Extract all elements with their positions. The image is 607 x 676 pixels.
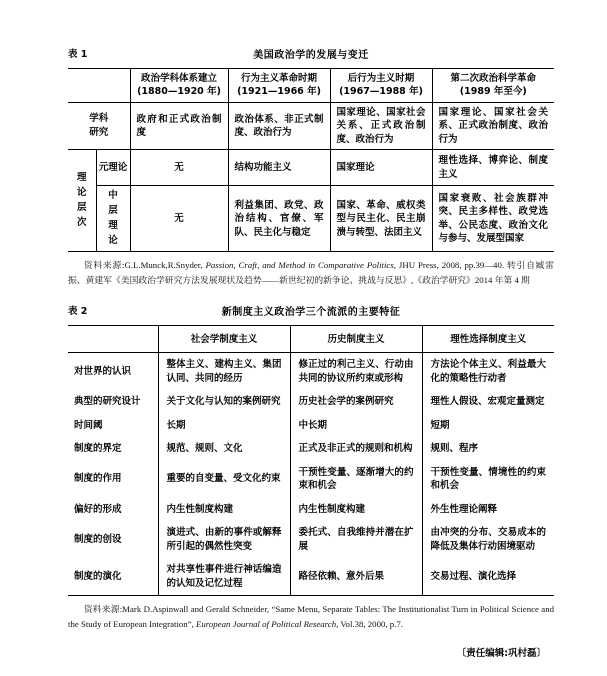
table-cell: 内生性制度构建 bbox=[158, 498, 290, 521]
table1-header-col4: 第二次政治科学革命 (1989 年至今) bbox=[432, 69, 554, 103]
table-cell: 理性人假设、宏观定量测定 bbox=[422, 390, 554, 413]
table2-header-historical: 历史制度主义 bbox=[290, 326, 422, 353]
table-cell: 长期 bbox=[158, 414, 290, 437]
table1-label: 表 1 bbox=[68, 49, 88, 60]
row-label: 制度的演化 bbox=[74, 570, 122, 582]
table1-header-col1: 政治学科体系建立 (1880—1920 年) bbox=[130, 69, 228, 103]
row-label: 时间阈 bbox=[74, 419, 103, 431]
table-cell: 干预性变量、逐渐增大的约束和机会 bbox=[290, 461, 422, 498]
table2-title: 新制度主义政治学三个流派的主要特征 bbox=[221, 307, 401, 319]
row-label-metatheory: 元理论 bbox=[96, 150, 130, 186]
table-cell: 正式及非正式的规则和机构 bbox=[290, 437, 422, 460]
table-cell: 国家理论、国家社会关系、正式政治制度、政治行为 bbox=[432, 102, 554, 149]
table1-header-col3: 后行为主义时期 (1967—1988 年) bbox=[330, 69, 432, 103]
table1-header-row bbox=[68, 69, 554, 103]
page-content bbox=[68, 46, 554, 659]
table2-header-empty-cell bbox=[68, 326, 158, 353]
table-cell: 结构功能主义 bbox=[228, 150, 330, 186]
row-label: 制度的界定 bbox=[74, 443, 122, 455]
table-cell: 利益集团、政党、政治结构、官僚、军队、民主化与稳定 bbox=[228, 186, 330, 252]
row-label-discipline: 学科研究 bbox=[68, 102, 130, 149]
table1-row-discipline bbox=[68, 102, 554, 149]
book-title-italic: Passion, Craft, and Method in Comparative Politics bbox=[205, 260, 394, 271]
table2 bbox=[68, 325, 554, 596]
responsible-editor-note: 〔责任编辑:巩村磊〕 bbox=[456, 648, 546, 660]
table-row bbox=[68, 390, 554, 413]
table1-header-empty-cell bbox=[68, 69, 130, 103]
table2-caption bbox=[68, 303, 554, 318]
table2-header-row bbox=[68, 326, 554, 353]
table-row bbox=[68, 437, 554, 460]
table-cell: 重要的自变量、受文化约束 bbox=[158, 461, 290, 498]
table-cell: 委托式、自我维持并潜在扩展 bbox=[290, 521, 422, 558]
row-label-midrange-theory: 中层理论 bbox=[96, 186, 130, 252]
table-cell: 交易过程、演化选择 bbox=[422, 558, 554, 595]
table1-header-col2: 行为主义革命时期 (1921—1966 年) bbox=[228, 69, 330, 103]
table-cell: 国家理论 bbox=[330, 150, 432, 186]
row-label: 典型的研究设计 bbox=[74, 396, 141, 408]
table-cell: 国家理论、国家社会关系、正式政治制度、政治行为 bbox=[330, 102, 432, 149]
table-cell: 国家衰败、社会族群冲突、民主多样性、政党选举、公民态度、政治文化与参与、发展型国家 bbox=[432, 186, 554, 252]
table-cell: 无 bbox=[130, 150, 228, 186]
table-cell: 由冲突的分布、交易成本的降低及集体行动困境驱动 bbox=[422, 521, 554, 558]
table1-caption bbox=[68, 46, 554, 61]
table-cell: 中长期 bbox=[290, 414, 422, 437]
table-row bbox=[68, 558, 554, 595]
table-cell: 整体主义、建构主义、集团认同、共同的经历 bbox=[158, 353, 290, 390]
table2-header-sociological: 社会学制度主义 bbox=[158, 326, 290, 353]
row-group-label-theory-levels: 理论层次 bbox=[68, 150, 96, 252]
table1-source-note: 资料来源:G.L.Munck,R.Snyder, Passion, Craft, and Method in Comparative Politics, JHU Press, 2008, pp.39—40. 转引自臧雷振、黄建军《美国政治学研究方法发展现状及趋势——新世纪初的新争论、挑战与反思》,《政治学研究》2014 年第 4 期 bbox=[68, 260, 554, 285]
table1-row-metatheory bbox=[68, 150, 554, 186]
row-label: 偏好的形成 bbox=[74, 503, 122, 515]
row-label: 对世界的认识 bbox=[74, 366, 132, 378]
table2-header-rational-choice: 理性选择制度主义 bbox=[422, 326, 554, 353]
table-cell: 短期 bbox=[422, 414, 554, 437]
table1 bbox=[68, 68, 554, 252]
journal-title-italic: European Journal of Political Research bbox=[196, 618, 337, 629]
table-row bbox=[68, 521, 554, 558]
row-label: 制度的作用 bbox=[74, 473, 122, 485]
table-row bbox=[68, 498, 554, 521]
table-cell: 关于文化与认知的案例研究 bbox=[158, 390, 290, 413]
table-row bbox=[68, 414, 554, 437]
table1-title: 美国政治学的发展与变迁 bbox=[253, 50, 369, 61]
table-cell: 无 bbox=[130, 186, 228, 252]
table-cell: 干预性变量、情境性的约束和机会 bbox=[422, 461, 554, 498]
table-cell: 政府和正式政治制度 bbox=[130, 102, 228, 149]
table-cell: 演进式、由新的事件或解释所引起的偶然性突变 bbox=[158, 521, 290, 558]
table-cell: 对共享性事件进行神话编造的认知及记忆过程 bbox=[158, 558, 290, 595]
table1-row-midrange-theory bbox=[68, 186, 554, 252]
table-cell: 历史社会学的案例研究 bbox=[290, 390, 422, 413]
table-cell: 规范、规则、文化 bbox=[158, 437, 290, 460]
table-cell: 规则、程序 bbox=[422, 437, 554, 460]
table-cell: 国家、革命、威权类型与民主化、民主崩溃与转型、法团主义 bbox=[330, 186, 432, 252]
table2-source-note: 资料来源:Mark D.Aspinwall and Gerald Schneider, “Same Menu, Separate Tables: The Institutionalist Turn in Political Science and the Study of European Integration”, European Journal of Political Research, Vol.38, 2000, p.7. bbox=[68, 604, 554, 629]
table-cell: 方法论个体主义、利益最大化的策略性行动者 bbox=[422, 353, 554, 390]
table-cell: 政治体系、非正式制度、政治行为 bbox=[228, 102, 330, 149]
row-label: 制度的创设 bbox=[74, 533, 122, 545]
table-cell: 内生性制度构建 bbox=[290, 498, 422, 521]
table-cell: 理性选择、博弈论、制度主义 bbox=[432, 150, 554, 186]
table2-label: 表 2 bbox=[68, 306, 88, 318]
table-cell: 外生性理论阐释 bbox=[422, 498, 554, 521]
table-row bbox=[68, 353, 554, 390]
table-row bbox=[68, 461, 554, 498]
table-cell: 修正过的利己主义、行动由共同的协议所约束或形构 bbox=[290, 353, 422, 390]
table-cell: 路径依赖、意外后果 bbox=[290, 558, 422, 595]
